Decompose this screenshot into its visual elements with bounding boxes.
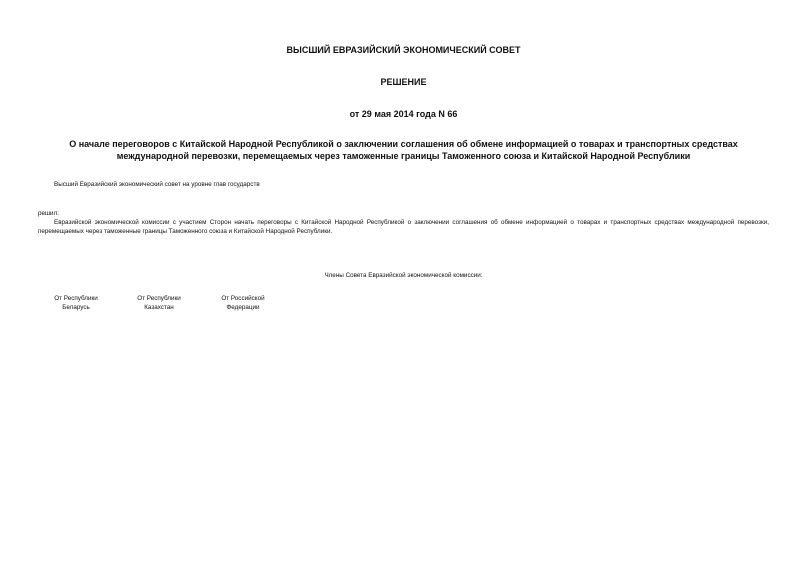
signatory-kazakhstan [129,294,189,312]
signatory-belarus [46,294,106,312]
signatory-line1: От Республики [54,295,98,302]
decided-label: решил: [38,210,59,217]
document-title: О начале переговоров с Китайской Народной Республикой о заключении соглашения об обмене информацией о товарах и транспортных средствах международной перевозки, перемещаемых через таможенные границы Таможенного союза и Китайской Народной Республики [69,139,738,161]
members-heading: Члены Совета Евразийской экономической комиссии: [324,272,483,279]
signatory-line2: Казахстан [144,304,174,311]
document-date-number: от 29 мая 2014 года N 66 [349,109,458,119]
decision-body: Евразийской экономической комиссии с участием Сторон начать переговоры с Китайской Народной Республикой о заключении соглашения об обмене информацией о товарах и транспортных средствах международной перевозки, перемещаемых через таможенные границы Таможенного союза и Китайской Народной Республики. [38,219,769,235]
signatory-line1: От Республики [137,295,181,302]
signatory-line2: Беларусь [62,304,90,311]
signatory-russia [213,294,273,312]
signatory-line2: Федерации [226,304,260,311]
preamble-text: Высший Евразийский экономический совет на уровне глав государств [54,181,260,188]
issuing-authority: ВЫСШИЙ ЕВРАЗИЙСКИЙ ЭКОНОМИЧЕСКИЙ СОВЕТ [286,45,521,55]
signatory-line1: От Российской [221,295,265,302]
document-type: РЕШЕНИЕ [380,77,427,87]
